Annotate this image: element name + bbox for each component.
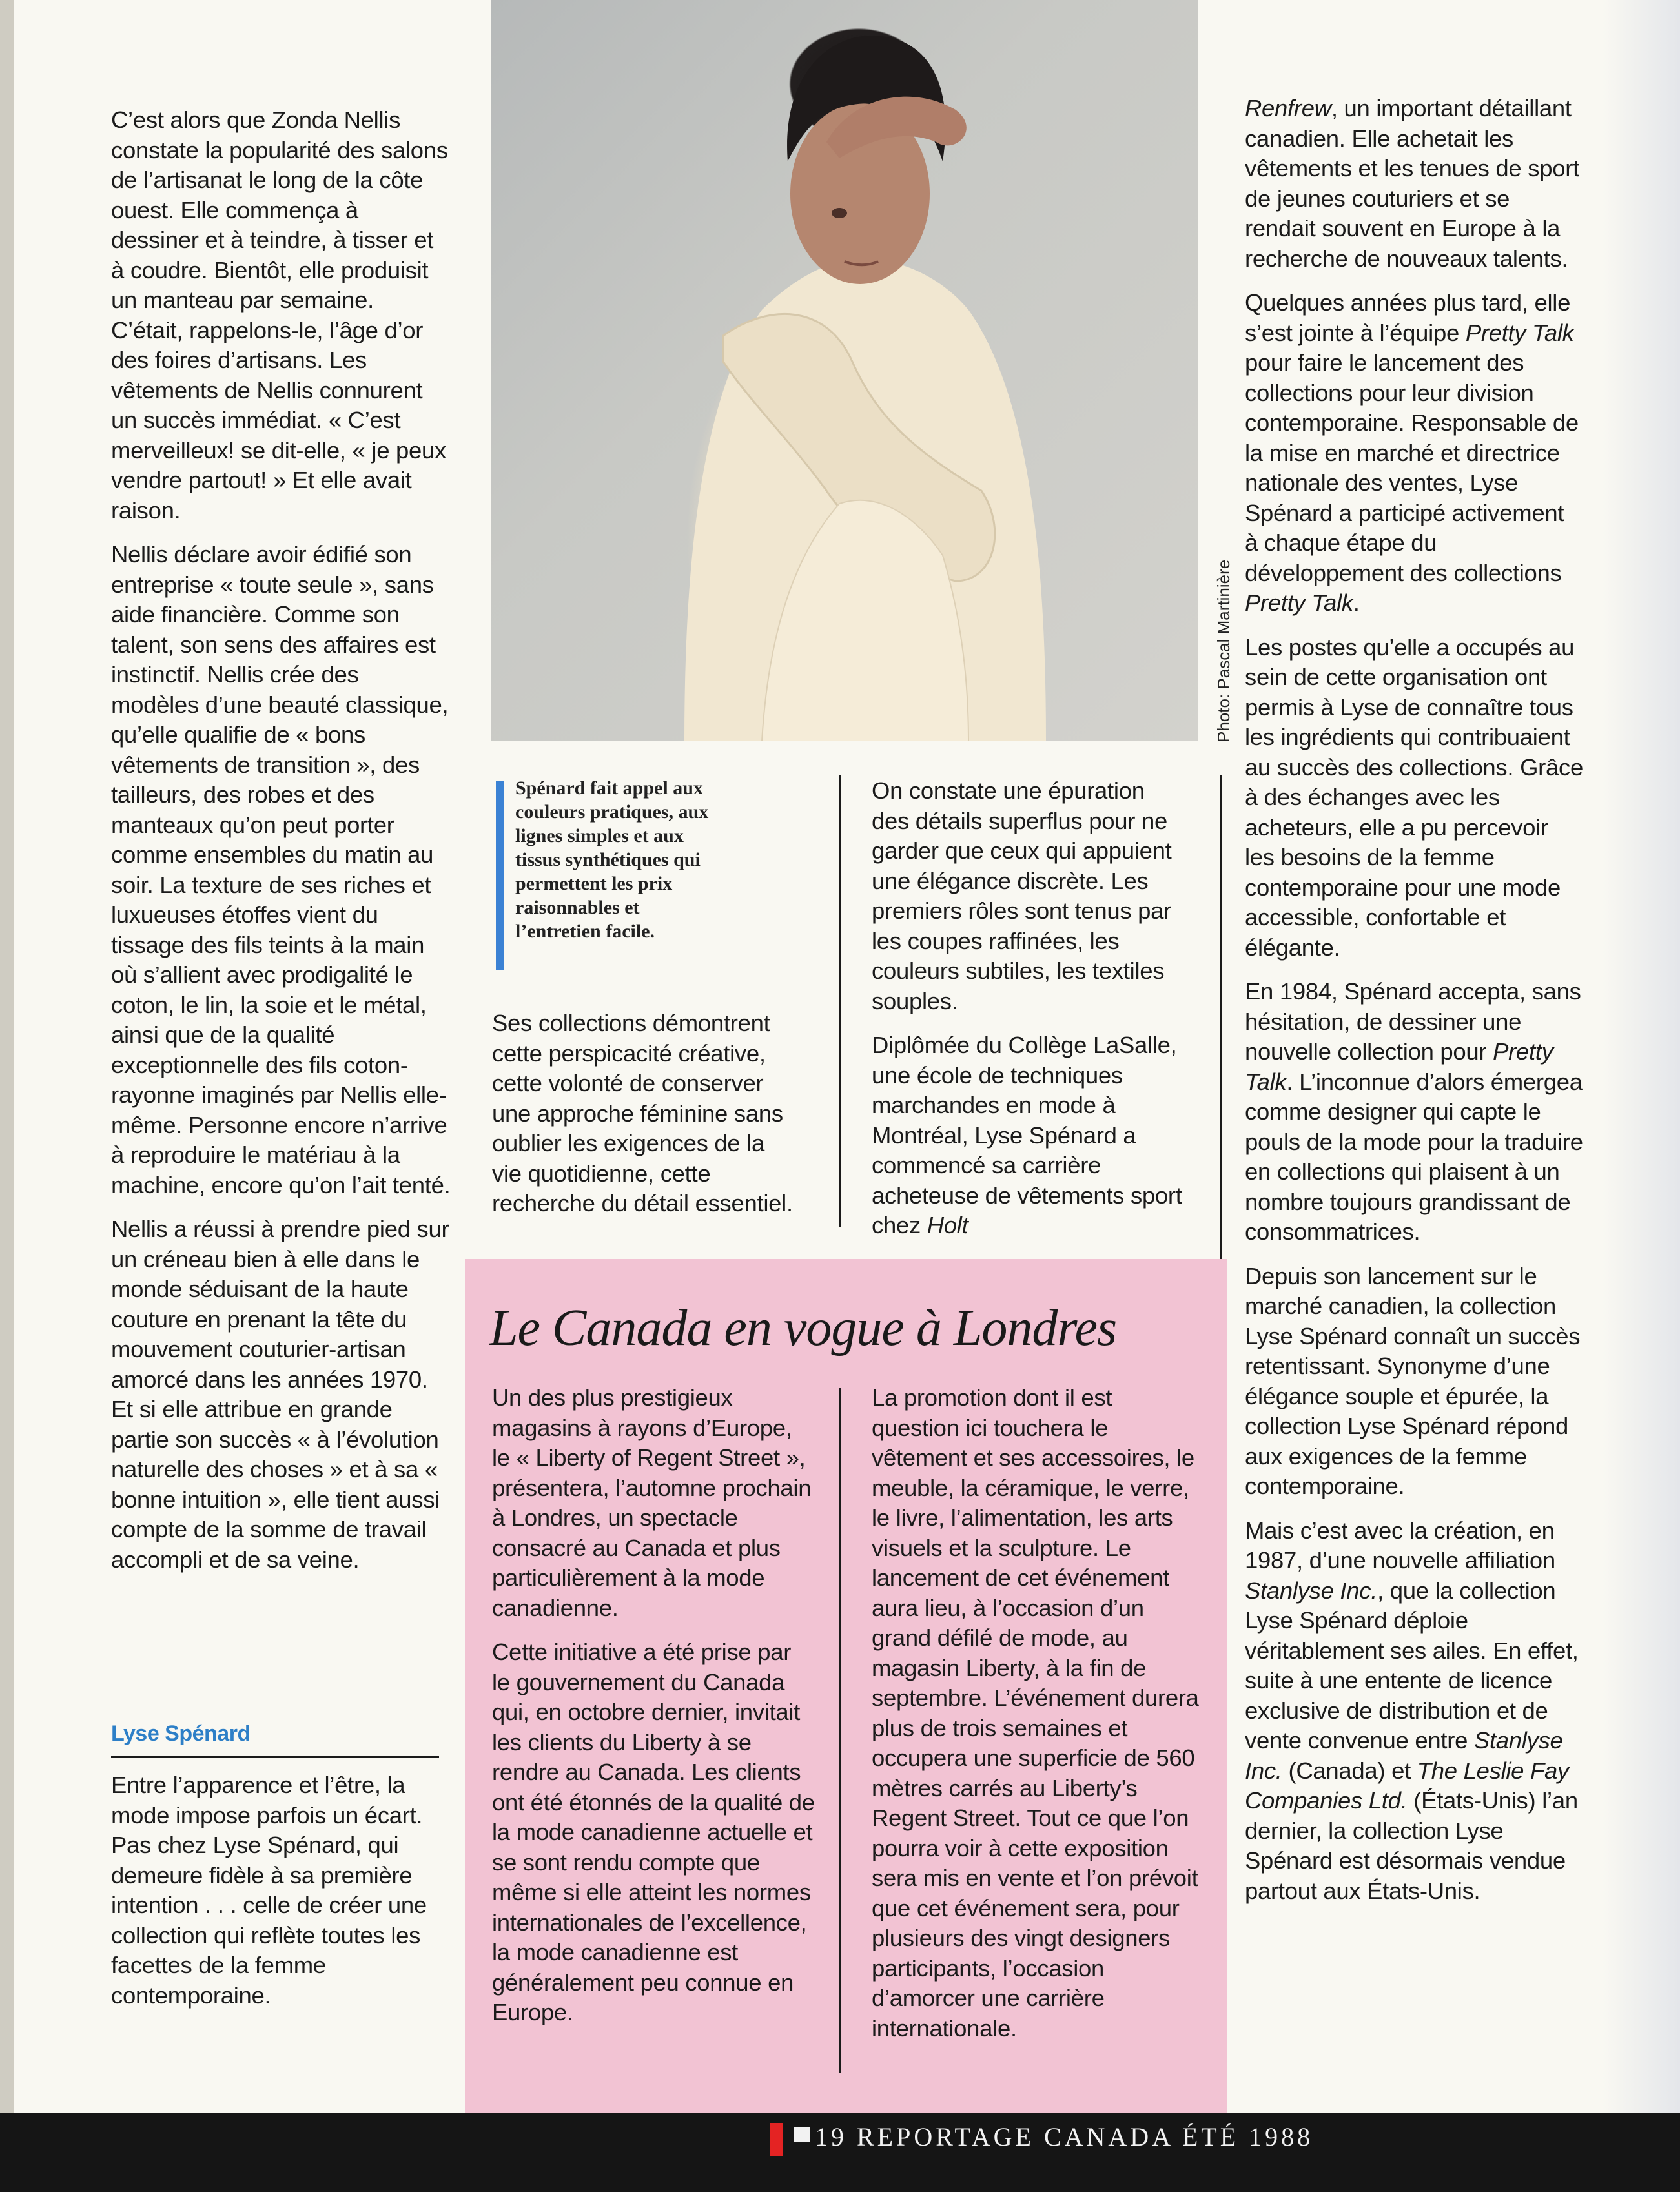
- company-name: The Leslie Fay Companies Ltd.: [1245, 1757, 1569, 1814]
- text-run: (Canada) et: [1288, 1757, 1411, 1784]
- text-run: pour faire le lancement des collections pour leur division contemporaine. Responsable de la mise en marché et directrice nationale des ventes, Lyse Spénard a participé activement à chaque étape du développement des collections: [1245, 349, 1579, 586]
- fashion-photo: [491, 0, 1198, 741]
- article-column-3: [872, 776, 1188, 1255]
- company-name: Stanlyse Inc.: [1245, 1577, 1378, 1604]
- photo-caption: Spénard fait appel aux couleurs pratiques, aux lignes simples et aux tissus synthétiques qui permettent les prix raisonnables et l’entretien facile.: [515, 777, 709, 942]
- brand-name: Pretty Talk: [1245, 589, 1353, 616]
- paragraph: Depuis son lancement sur le marché canadien, la collection Lyse Spénard connaît un succès retentissant. Synonyme d’une élégance souple et épurée, la collection Lyse Spénard répond aux exigences de la femme contemporaine.: [1245, 1262, 1581, 1499]
- paragraph: Nellis a réussi à prendre pied sur un créneau bien à elle dans le monde séduisant de la haute couture en prenant la tête du mouvement couturier-artisan amorcé dans les années 1970. Et si elle attribue en grande partie son succès « à l’évolution naturelle des choses » et à sa « bonne intuition », elle tient aussi compte de la somme de travail accompli et de sa veine.: [111, 1216, 449, 1573]
- article-column-2: [492, 1009, 799, 1233]
- text-run: , que la collection Lyse Spénard déploie véritablement ses ailes. En effet, suite à une entente de licence exclusive de distribution et de vente convenue entre: [1245, 1577, 1579, 1754]
- paragraph: [1245, 288, 1583, 619]
- paragraph: Ses collections démontrent cette perspicacité créative, cette volonté de conserver une approche féminine sans oublier les exigences de la vie quotidienne, cette recherche du détail essentiel.: [492, 1010, 793, 1216]
- paragraph: [872, 1030, 1188, 1241]
- paragraph: Cette initiative a été prise par le gouvernement du Canada qui, en octobre dernier, invitait les clients du Liberty à se rendre au Canada. Les clients ont été étonnés de la qualité de la mode canadienne actuelle et se sont rendu compte que même si elle atteint les normes internationales de l’excellence, la mode canadienne est généralement peu connue en Europe.: [492, 1639, 815, 2025]
- caption-accent-bar: [496, 781, 504, 970]
- text-run: , un important détaillant canadien. Elle achetait les vêtements et les tenues de sport de jeunes couturiers et se rendait souvent en Europe à la recherche de nouveaux talents.: [1245, 95, 1579, 272]
- article-column-5: [1245, 94, 1583, 1920]
- paragraph: [1245, 977, 1583, 1247]
- paragraph: La promotion dont il est question ici touchera le vêtement et ses accessoires, le meuble, la céramique, le verre, le livre, l’alimentation, les arts visuels et la sculpture. Le lancement de cet événement aura lieu, à l’occasion d’un grand défilé de mode, au magasin Liberty, à la fin de septembre. L’événement durera plus de trois semaines et occupera une superficie de 560 mètres carrés au Liberty’s Regent Street. Tout ce que l’on pourra voir à cette exposition sera mis en vente et l’on prévoit que cet événement sera, pour plusieurs des vingt designers participants, l’occasion d’amorcer une carrière internationale.: [872, 1384, 1199, 2042]
- section-subheading: Lyse Spénard: [111, 1721, 251, 1746]
- column-rule: [839, 775, 841, 1227]
- text-run: Mais c’est avec la création, en 1987, d’une nouvelle affiliation: [1245, 1517, 1555, 1573]
- paragraph: C’est alors que Zonda Nellis constate la popularité des salons de l’artisanat le long de la côte ouest. Elle commença à dessiner et à teindre, à tisser et à coudre. Bientôt, elle produisit un manteau par semaine. C’était, rappelons-le, l’âge d’or des foires d’artisans. Les vêtements de Nellis connurent un succès immédiat. « C’est merveilleux! se dit-elle, « je peux vendre partout! » Et elle avait raison.: [111, 107, 448, 524]
- paragraph: Un des plus prestigieux magasins à rayons d’Europe, le « Liberty of Regent Street », présentera, l’automne prochain à Londres, un spectacle consacré au Canada et plus particulièrement à la mode canadienne.: [492, 1384, 812, 1621]
- paragraph: [1245, 1516, 1583, 1907]
- text-run: . L’inconnue d’alors émergea comme designer qui capte le pouls de la mode pour la traduire en collections qui plaisent à un nombre toujours grandissant de consommatrices.: [1245, 1068, 1583, 1245]
- box-column-rule: [839, 1388, 841, 2073]
- publication-name: REPORTAGE CANADA ÉTÉ 1988: [857, 2122, 1314, 2151]
- article-column-1: [111, 105, 452, 1589]
- store-name: Renfrew: [1245, 95, 1331, 121]
- page-shadow: [1603, 0, 1680, 2192]
- text-run: Diplômée du Collège LaSalle, une école de techniques marchandes en mode à Montréal, Lyse Spénard a commencé sa carrière acheteuse de vêtements sport chez: [872, 1032, 1182, 1238]
- model-illustration: [491, 0, 1198, 741]
- text-run: (États-Unis) l’an dernier, la collection Lyse Spénard est désormais vendue partout aux États-Unis.: [1245, 1787, 1578, 1904]
- subheading-rule: [111, 1756, 439, 1758]
- store-name: Holt: [927, 1212, 968, 1238]
- paragraph: Nellis déclare avoir édifié son entreprise « toute seule », sans aide financière. Comme son talent, son sens des affaires est instinctif. Nellis crée des modèles d’une beauté classique, qu’elle qualifie de « bons vêtements de transition », des tailleurs, des robes et des manteaux qu’on peut porter comme ensembles du matin au soir. La texture de ses riches et luxueuses étoffes vient du tissage des fils teints à la main où s’allient avec prodigalité le coton, le lin, la soie et le métal, ainsi que de la qualité exceptionnelle des fils coton-rayonne imaginés par Nellis elle-même. Personne encore n’arrive à reproduire le matériau à la machine, encore qu’on l’ait tenté.: [111, 541, 451, 1198]
- text-run: .: [1353, 589, 1360, 616]
- text-run: Quelques années plus tard, elle s’est jointe à l’équipe: [1245, 289, 1571, 346]
- column-rule: [1220, 775, 1222, 1265]
- box-title: Le Canada en vogue à Londres: [489, 1300, 1117, 1357]
- brand-name: Pretty Talk: [1245, 1038, 1553, 1095]
- text-run: En 1984, Spénard accepta, sans hésitation, de dessiner une nouvelle collection pour: [1245, 978, 1581, 1065]
- box-column-1: [492, 1383, 815, 2042]
- footer-square-bullet: [794, 2127, 810, 2142]
- page-number: 19: [815, 2122, 847, 2151]
- paragraph: Entre l’apparence et l’être, la mode impose parfois un écart. Pas chez Lyse Spénard, qui demeure fidèle à sa première intention . . . celle de créer une collection qui reflète toutes les facettes de la femme contemporaine.: [111, 1772, 427, 2009]
- paragraph: On constate une épuration des détails superflus pour ne garder que ceux qui appuient une élégance discrète. Les premiers rôles sont tenus par les coupes raffinées, les couleurs subtiles, les textiles souples.: [872, 777, 1172, 1014]
- brand-name: Pretty Talk: [1465, 319, 1574, 346]
- article-column-1-continued: [111, 1770, 452, 2025]
- company-name: Stanlyse Inc.: [1245, 1727, 1563, 1784]
- paragraph: [1245, 94, 1583, 274]
- page-edge: [0, 0, 14, 2192]
- box-column-2: [872, 1383, 1201, 2058]
- photo-credit: Photo: Pascal Martinière: [1214, 559, 1233, 743]
- paragraph: Les postes qu’elle a occupés au sein de cette organisation ont permis à Lyse de connaître tous les ingrédients qui contribuaient au succès des collections. Grâce à des échanges avec les acheteurs, elle a pu percevoir les besoins de la femme contemporaine pour une mode accessible, confortable et élégante.: [1245, 633, 1583, 961]
- footer-red-mark: [770, 2123, 783, 2156]
- footer-line: [815, 2122, 1313, 2152]
